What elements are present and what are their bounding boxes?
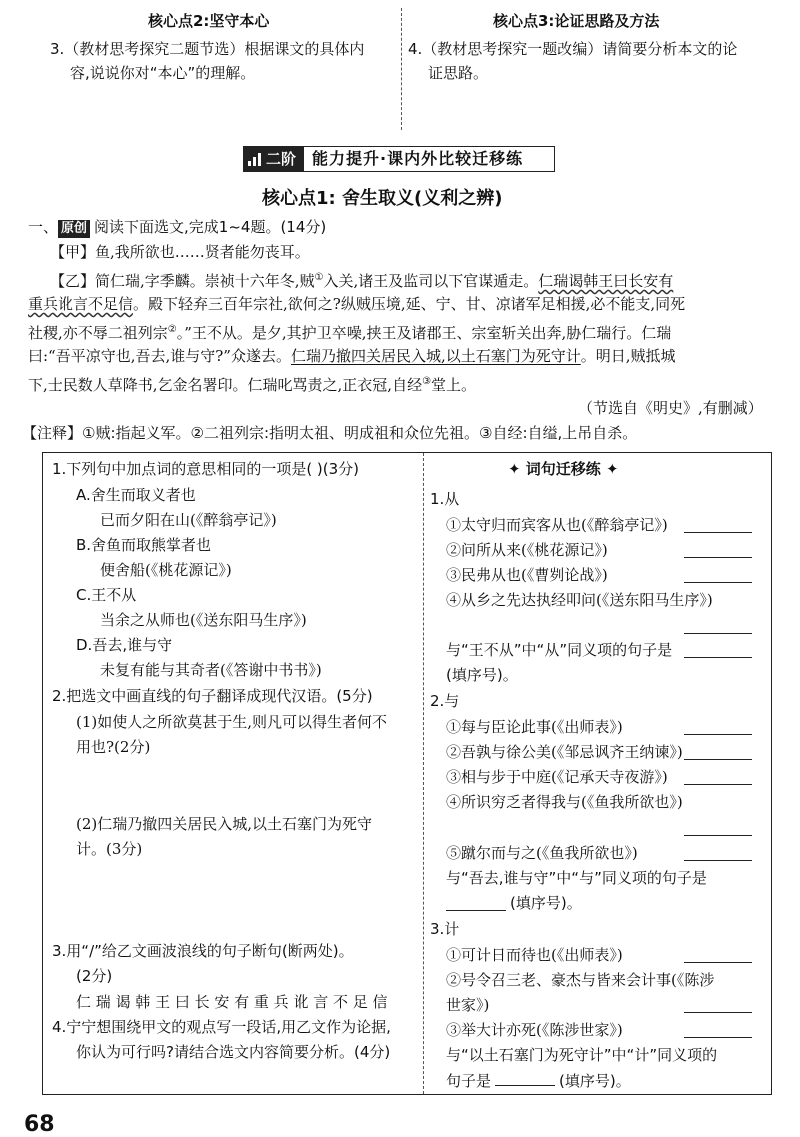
ji-item-2-line1: ②号令召三老、豪杰与皆来会计事(《陈涉 <box>446 971 715 989</box>
transfer-practice-title: ✦ 词句迁移练 ✦ <box>508 460 619 478</box>
ji-question: 与“以土石塞门为死守计”中“计”同义项的 <box>446 1046 718 1064</box>
answer-blank[interactable] <box>684 1021 752 1038</box>
question-3-score: (2分) <box>76 967 113 985</box>
answer-blank[interactable] <box>684 566 752 583</box>
ji-item-1: ①可计日而待也(《出师表》) <box>446 946 623 964</box>
question-3-sentence: 仁 瑞 谒 韩 王 曰 长 安 有 重 兵 讹 言 不 足 信 <box>76 993 388 1011</box>
answer-blank[interactable] <box>684 946 752 963</box>
passage-yi-line1: 【乙】简仁瑞,字季麟。崇祯十六年冬,贼①入关,诸王及监司以下官谋遁走。仁瑞谒韩王曰长安有 <box>50 272 674 290</box>
option-a-line2: 已而夕阳在山(《醉翁亭记》) <box>100 511 277 529</box>
ji-item-2-line2: 世家》) <box>446 996 490 1014</box>
answer-blank[interactable] <box>495 1069 555 1086</box>
yu-item-1: ①每与臣论此事(《出师表》) <box>446 718 623 736</box>
question-3-line2: 容,说说你对“本心”的理解。 <box>70 64 256 82</box>
passage-source: （节选自《明史》,有删减） <box>578 399 763 417</box>
question-3-line1: 3.（教材思考探究二题节选）根据课文的具体内 <box>50 40 365 58</box>
passage-yi-line3: 社稷,亦不辱二祖列宗②。”王不从。是夕,其护卫卒噪,挟王及诸郡王、宗室斩关出奔,胁仁瑞行。仁瑞 <box>28 324 672 342</box>
answer-blank[interactable] <box>684 819 752 836</box>
answer-blank[interactable] <box>684 617 752 634</box>
question-1: 1.下列句中加点词的意思相同的一项是( )(3分) <box>52 460 360 478</box>
word-ji: 3.计 <box>430 920 460 938</box>
answer-blank[interactable] <box>684 996 752 1013</box>
option-a-line1: A.舍生而取义者也 <box>76 486 196 504</box>
yu-question: 与“吾去,谁与守”中“与”同义项的句子是 <box>446 869 707 887</box>
question-3-punctuation: 3.用“/”给乙文画波浪线的句子断句(断两处)。 <box>52 942 354 960</box>
cong-item-1: ①太守归而宾客从也(《醉翁亭记》) <box>446 516 668 534</box>
answer-blank[interactable] <box>684 641 752 658</box>
passage-yi-line5: 下,士民数人草降书,乞金名署印。仁瑞叱骂责之,正衣冠,自经③堂上。 <box>28 376 477 394</box>
box-divider <box>423 453 424 1094</box>
right-core-point-heading: 核心点3:论证思路及方法 <box>493 12 660 30</box>
passage-yi-line2: 重兵讹言不足信。殿下轻弃三百年宗社,欲何之?纵贼压境,延、宁、甘、凉诸军足相援,必不能支,同死 <box>28 295 686 313</box>
bar-chart-icon <box>248 153 262 166</box>
level-tag: 二阶 <box>244 147 304 171</box>
question-2-2-line2: 计。(3分) <box>76 840 143 858</box>
ji-question-tail: 句子是 (填序号)。 <box>446 1069 631 1092</box>
original-tag: 原创 <box>58 220 90 238</box>
wavy-sentence-part1: 仁瑞谒韩王曰长安有 <box>538 272 674 290</box>
option-c-line1: C.王不从 <box>76 586 137 604</box>
cong-item-4: ④从乡之先达执经叩问(《送东阳马生序》) <box>446 591 713 609</box>
passage-yi-line4: 曰:“吾平凉守也,吾去,谁与守?”众遂去。仁瑞乃撤四关居民入城,以土石塞门为死守计。明日,贼抵城 <box>28 347 676 365</box>
yu-item-5: ⑤蹴尔而与之(《鱼我所欲也》) <box>446 844 638 862</box>
column-divider <box>401 8 402 130</box>
question-2-2-line1: (2)仁瑞乃撤四关居民入城,以土石塞门为死守 <box>76 815 373 833</box>
answer-blank[interactable] <box>684 516 752 533</box>
question-2-1-line1: (1)如使人之所欲莫甚于生,则凡可以得生者何不 <box>76 713 388 731</box>
question-2-1-line2: 用也?(2分) <box>76 738 151 756</box>
wavy-sentence-part2: 重兵讹言不足信 <box>28 295 134 313</box>
question-4-line1: 4.（教材思考探究一题改编）请简要分析本文的论 <box>408 40 738 58</box>
answer-blank[interactable] <box>684 718 752 735</box>
cong-question-tail: (填序号)。 <box>446 666 518 684</box>
passage-notes: 【注释】①贼:指起义军。②二祖列宗:指明太祖、明成祖和众位先祖。③自经:自缢,上吊自杀。 <box>22 424 638 442</box>
option-b-line2: 便舍船(《桃花源记》) <box>100 561 232 579</box>
passage-jia: 【甲】鱼,我所欲也……贤者能勿丧耳。 <box>50 243 310 261</box>
yu-item-3: ③相与步于中庭(《记承天寺夜游》) <box>446 768 668 786</box>
option-b-line1: B.舍鱼而取熊掌者也 <box>76 536 212 554</box>
option-d-line1: D.吾去,谁与守 <box>76 636 173 654</box>
question-4-line2b: 你认为可行吗?请结合选文内容简要分析。(4分) <box>76 1043 391 1061</box>
page-number: 68 <box>24 1112 55 1137</box>
yu-item-4: ④所识穷乏者得我与(《鱼我所欲也》) <box>446 793 683 811</box>
level-title: 能力提升·课内外比较迁移练 <box>312 149 524 168</box>
word-cong: 1.从 <box>430 490 460 508</box>
yu-question-tail: (填序号)。 <box>510 894 582 912</box>
cong-question: 与“王不从”中“从”同义项的句子是 <box>446 641 673 659</box>
straight-underlined-sentence: 仁瑞乃撤四关居民入城,以土石塞门为死守计 <box>290 347 581 365</box>
option-d-line2: 未复有能与其奇者(《答谢中书书》) <box>100 661 322 679</box>
answer-blank[interactable] <box>684 541 752 558</box>
left-core-point-heading: 核心点2:坚守本心 <box>148 12 270 30</box>
ji-item-3: ③举大计亦死(《陈涉世家》) <box>446 1021 623 1039</box>
cong-item-3: ③民弗从也(《曹刿论战》) <box>446 566 608 584</box>
cong-item-2: ②问所从来(《桃花源记》) <box>446 541 608 559</box>
answer-blank[interactable] <box>684 844 752 861</box>
yu-item-2: ②吾孰与徐公美(《邹忌讽齐王纳谏》) <box>446 743 683 761</box>
question-4-line1b: 4.宁宁想围绕甲文的观点写一段话,用乙文作为论据, <box>52 1018 391 1036</box>
option-c-line2: 当余之从师也(《送东阳马生序》) <box>100 611 307 629</box>
word-yu: 2.与 <box>430 692 460 710</box>
answer-blank[interactable] <box>446 894 506 911</box>
question-4-line2: 证思路。 <box>428 64 489 82</box>
answer-blank[interactable] <box>684 743 752 760</box>
reading-intro: 一、 原创 阅读下面选文,完成1~4题。(14分) <box>28 218 327 236</box>
question-2: 2.把选文中画直线的句子翻译成现代汉语。(5分) <box>52 687 373 705</box>
level-banner <box>243 146 555 172</box>
answer-blank[interactable] <box>684 768 752 785</box>
section-title: 核心点1: 舍生取义(义利之辨) <box>262 188 503 209</box>
